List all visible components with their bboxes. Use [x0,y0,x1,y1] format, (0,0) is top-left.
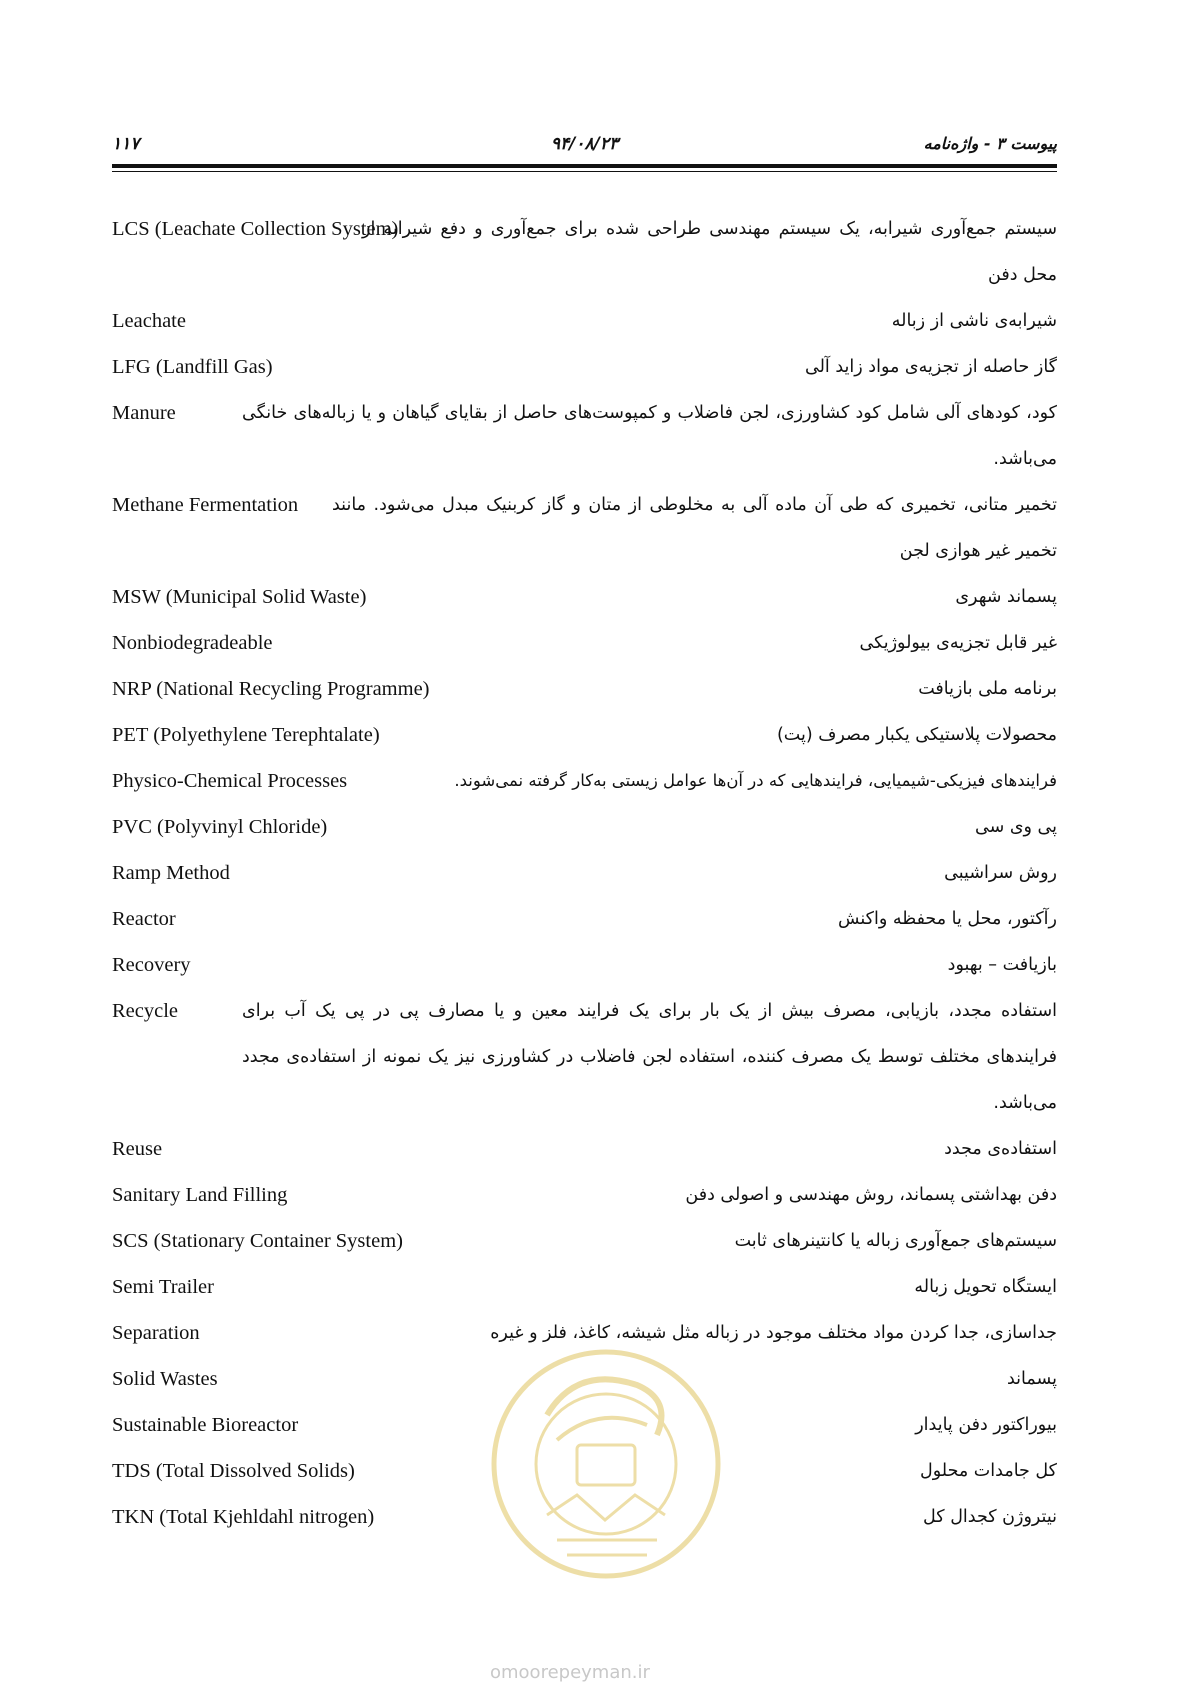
page-header [112,128,1057,160]
term-persian: پسماند [1007,1369,1057,1389]
term-english: Recovery [112,954,191,976]
term-english: Methane Fermentation [112,494,299,516]
term-english: NRP (National Recycling Programme) [112,678,430,700]
term-english: Nonbiodegradeable [112,632,273,654]
glossary-entry [112,758,1057,804]
term-persian: نیتروژن کجدال کل [923,1507,1057,1527]
term-persian: گاز حاصله از تجزیه‌ی مواد زاید آلی [805,357,1057,377]
page-number: ۱۱۷ [112,134,140,154]
glossary-list [112,206,1057,1540]
glossary-entry [112,206,1057,298]
term-english: TKN (Total Kjehldahl nitrogen) [112,1506,375,1528]
term-persian: روش سراشیبی [944,863,1057,883]
glossary-entry [112,298,1057,344]
header-rule-thin [112,171,1057,172]
term-persian: محصولات پلاستیکی یکبار مصرف (پت) [776,725,1057,745]
glossary-entry [112,482,1057,574]
term-english: Separation [112,1322,200,1344]
term-persian: استفاده مجدد، بازیابی، مصرف بیش از یک بار برای یک فرایند معین و یا مصارف پی در پی یک آب برای فرایندهای مختلف توسط یک مصرف کننده، استفاده لجن فاضلاب در کشاورزی نیز یک نمونه از استفاده‌ی مجدد می‌باشد. [242,1001,1057,1113]
term-english: Sanitary Land Filling [112,1184,288,1206]
term-persian: پی وی سی [975,817,1057,837]
term-persian: برنامه ملی بازیافت [918,679,1057,699]
term-persian: کود، کودهای آلی شامل کود کشاورزی، لجن فاضلاب و کمپوست‌های حاصل از بقایای گیاهان و یا زباله‌های خانگی می‌باشد. [242,403,1057,469]
header-date: ۹۴/۰۸/۲۳ [550,134,619,154]
term-english: Recycle [112,1000,179,1022]
term-english: Solid Wastes [112,1368,218,1390]
glossary-entry [112,988,1057,1126]
glossary-entry [112,712,1057,758]
term-persian: غیر قابل تجزیه‌ی بیولوژیکی [859,633,1057,653]
term-english: PET (Polyethylene Terephtalate) [112,724,380,746]
term-english: Semi Trailer [112,1276,214,1298]
term-english: Sustainable Bioreactor [112,1414,299,1436]
glossary-entry [112,1264,1057,1310]
term-persian: سیستم‌های جمع‌آوری زباله یا کانتینرهای ثابت [734,1231,1057,1251]
term-persian: بازیافت – بهبود [947,955,1057,975]
glossary-entry [112,390,1057,482]
term-persian: سیستم جمع‌آوری شیرابه، یک سیستم مهندسی طراحی شده برای جمع‌آوری و دفع شیرابه از محل دفن [362,219,1057,285]
glossary-entry [112,1126,1057,1172]
watermark-seal-logo [487,1345,725,1583]
glossary-entry [112,1172,1057,1218]
glossary-entry [112,804,1057,850]
term-english: MSW (Municipal Solid Waste) [112,586,367,608]
glossary-entry [112,896,1057,942]
term-persian: دفن بهداشتی پسماند، روش مهندسی و اصولی دفن [685,1185,1057,1205]
term-persian: کل جامدات محلول [920,1461,1057,1481]
term-english: LCS (Leachate Collection System) [112,218,399,240]
term-english: SCS (Stationary Container System) [112,1230,403,1252]
header-rule-thick [112,164,1057,168]
term-english: Reactor [112,908,176,930]
term-persian: استفاده‌ی مجدد [944,1139,1057,1159]
term-english: LFG (Landfill Gas) [112,356,273,378]
term-persian: جداسازی، جدا کردن مواد مختلف موجود در زباله مثل شیشه، کاغذ، فلز و غیره [490,1323,1057,1343]
term-persian: بیوراکتور دفن پایدار [915,1415,1057,1435]
term-persian: رآکتور، محل یا محفظه واکنش [838,909,1057,929]
term-english: Manure [112,402,176,424]
term-english: Physico-Chemical Processes [112,770,348,792]
glossary-entry [112,574,1057,620]
term-english: TDS (Total Dissolved Solids) [112,1460,355,1482]
glossary-entry [112,666,1057,712]
term-english: Reuse [112,1138,163,1160]
term-english: PVC (Polyvinyl Chloride) [112,816,328,838]
term-english: Ramp Method [112,862,230,884]
glossary-entry [112,1218,1057,1264]
header-title: پیوست ۳ - واژه‌نامه [923,134,1057,153]
glossary-entry [112,850,1057,896]
term-persian: ایستگاه تحویل زباله [914,1277,1057,1297]
term-persian: شیرابه‌ی ناشی از زباله [891,311,1057,331]
term-persian: پسماند شهری [955,587,1057,607]
term-persian: فرایندهای فیزیکی-شیمیایی، فرایندهایی که در آن‌ها عوامل زیستی به‌کار گرفته نمی‌شوند. [454,771,1057,790]
watermark-url: omoorepeyman.ir [490,1662,650,1683]
glossary-entry [112,942,1057,988]
term-english: Leachate [112,310,186,332]
glossary-entry [112,620,1057,666]
term-persian: تخمیر متانی، تخمیری که طی آن ماده آلی به مخلوطی از متان و گاز کربنیک مبدل می‌شود. مانند تخمیر غیر هوازی لجن [332,495,1057,561]
glossary-entry [112,344,1057,390]
